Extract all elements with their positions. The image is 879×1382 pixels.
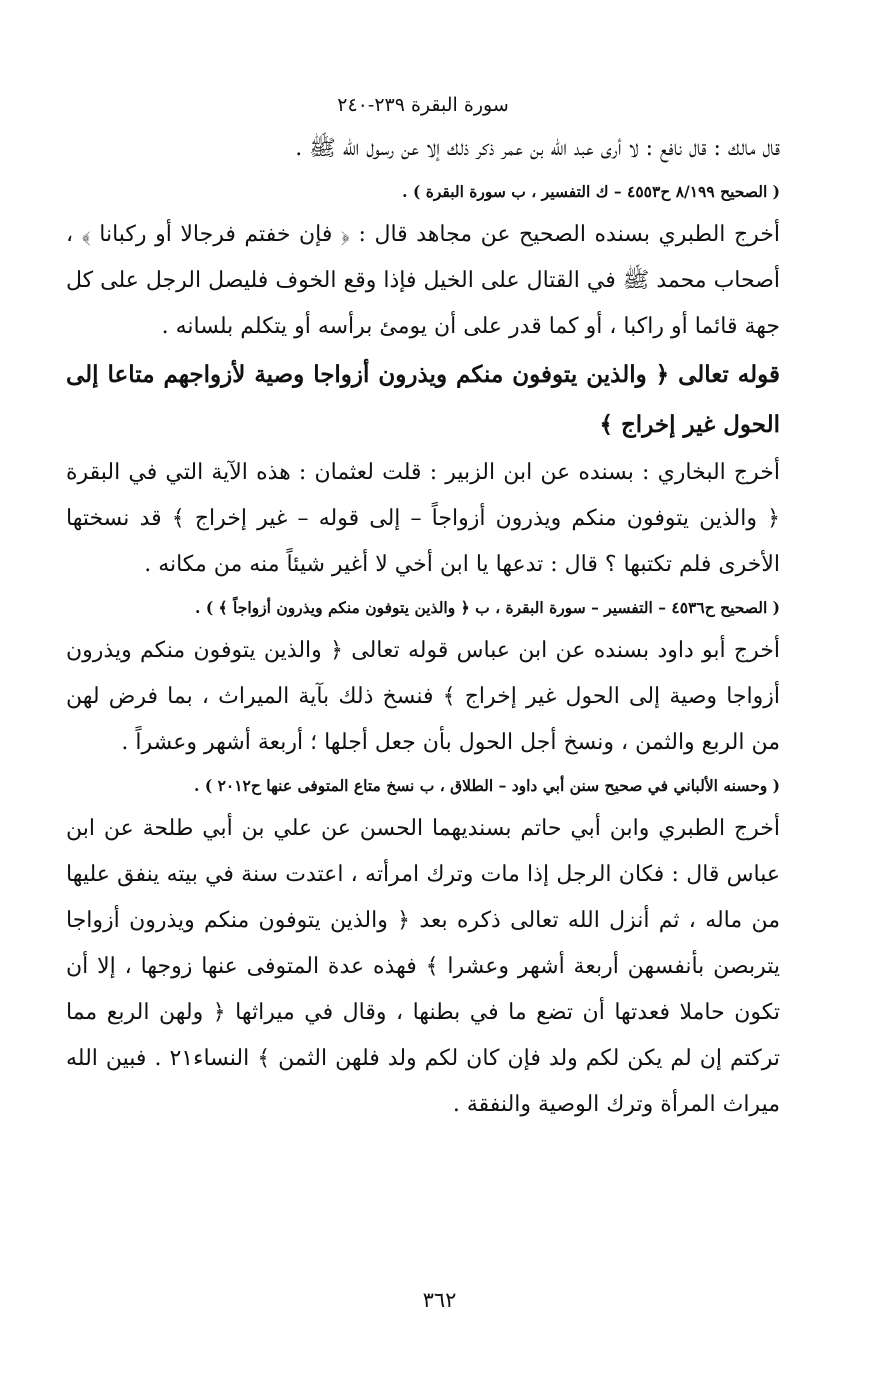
paragraph-abu-dawud-ibn-abbas: أخرج أبو داود بسنده عن ابن عباس قوله تعالى ﴿ والذين يتوفون منكم ويذرون أزواجا وصية إلى الحول غير إخراج ﴾ فنسخ ذلك بآية الميراث ، بما فرض لهن من الربع والثمن ، ونسخ أجل الحول بأن جعل أجلها ؛ أربعة أشهر وعشراً .: [66, 638, 780, 755]
page-number: ٣٦٢: [422, 1288, 457, 1312]
reference-albani-2012: ( وحسنه الألباني في صحيح سنن أبي داود – الطلاق ، ب نسخ متاع المتوفى عنها ح٢٠١٢ ) .: [194, 776, 780, 795]
reference-sahih-4553: ( الصحيح ٨/١٩٩ ح٤٥٥٣ – ك التفسير ، ب سورة البقرة ) .: [402, 182, 780, 201]
reference-sahih-4536: ( الصحيح ح٤٥٣٦ – التفسير – سورة البقرة ، ب ﴿ والذين يتوفون منكم ويذرون أزواجاً ﴾ ) .: [195, 598, 780, 617]
paragraph-tabari-ibn-abi-hatim: أخرج الطبري وابن أبي حاتم بسنديهما الحسن عن علي بن أبي طلحة عن ابن عباس قال : فكان الرجل إذا مات وترك امرأته ، اعتدت سنة في بيته ينفق عليها من ماله ، ثم أنزل الله تعالى ذكره بعد ﴿ والذين يتوفون منكم ويذرون أزواجا يتربصن بأنفسهن أربعة أشهر وعشرا ﴾ فهذه عدة المتوفى عنها زوجها ، إلا أن تكون حاملا فعدتها أن تضع ما في بطنها ، وقال في ميراثها ﴿ ولهن الربع مما تركتم إن لم يكن لكم ولد فإن كان لكم ولد فلهن الثمن ﴾ النساء٢١ . فبين الله ميراث المرأة وترك الوصية والنفقة .: [66, 816, 780, 1117]
running-header: سورة البقرة ٢٣٩-٢٤٠: [337, 94, 509, 116]
paragraph-bukhari-ibn-zubair: أخرج البخاري : بسنده عن ابن الزبير : قلت لعثمان : هذه الآية التي في البقرة ﴿ والذين يتوفون منكم ويذرون أزواجاً – إلى قوله – غير إخراج ﴾ قد نسختها الأخرى فلم تكتبها ؟ قال : تدعها يا ابن أخي لا أغير شيئاً منه من مكانه .: [66, 460, 780, 577]
paragraph-malik: قال مالك : قال نافع : لا أرى عبد الله بن عمر ذكر ذلك إلا عن رسول الله ﷺ .: [295, 136, 780, 161]
section-heading-verse-240: قوله تعالى ﴿ والذين يتوفون منكم ويذرون أزواجا وصية لأزواجهم متاعا إلى الحول غير إخراج ﴾: [66, 361, 780, 438]
paragraph-tabari-mujahid: أخرج الطبري بسنده الصحيح عن مجاهد قال : ﴿ فإن خفتم فرجالا أو ركبانا ﴾ ، أصحاب محمد ﷺ في القتال على الخيل فإذا وقع الخوف فليصل الرجل على كل جهة قائما أو راكبا ، أو كما قدر على أن يومئ برأسه أو يتكلم بلسانه .: [66, 222, 780, 339]
page-body: [66, 84, 780, 1128]
